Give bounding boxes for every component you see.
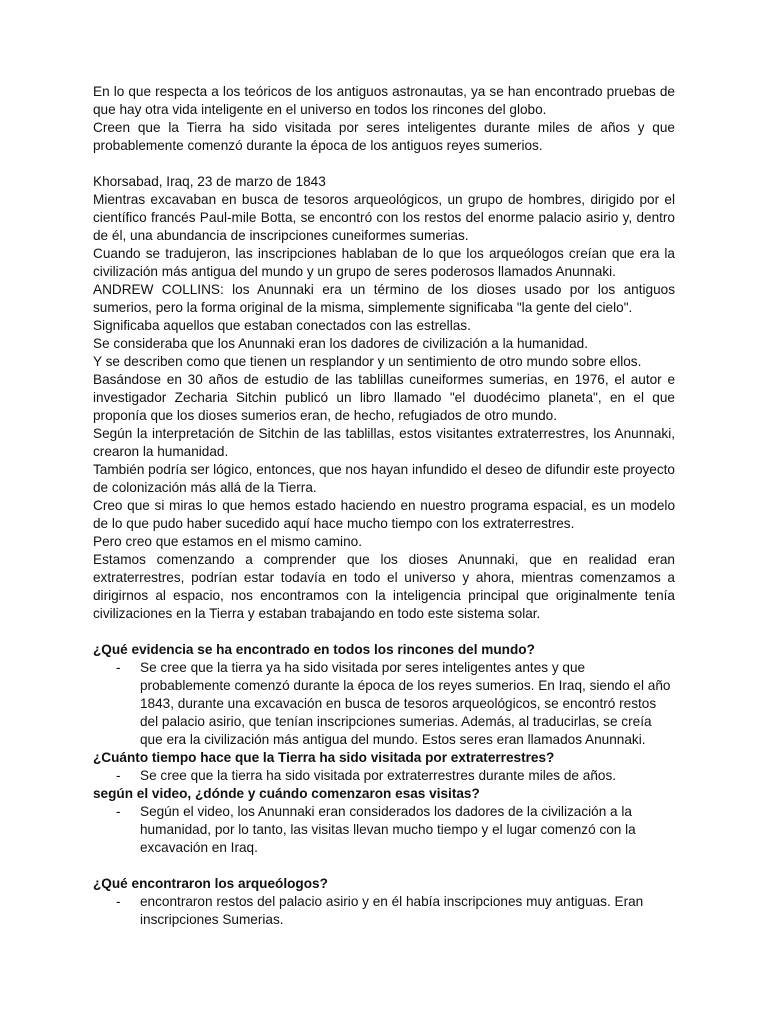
intro-paragraph-1: En lo que respecta a los teóricos de los antiguos astronautas, ya se han encontrado pruebas de que hay otra vida inteligente en el universo en todos los rincones del globo. (93, 84, 675, 117)
body-paragraph-sitchin: Basándose en 30 años de estudio de las tablillas cuneiformes sumerias, en 1976, el autor e investigador Zecharia Sitchin publicó un libro llamado "el duodécimo planeta", en el que proponía que los dioses sumerios eran, de hecho, refugiados de otro mundo. (93, 372, 675, 423)
question-3: según el video, ¿dónde y cuándo comenzaron esas visitas? (93, 786, 480, 801)
answer-2-text: Se cree que la tierra ha sido visitada por extraterrestres durante miles de años. (140, 768, 617, 783)
answer-3-text: Según el video, los Anunnaki eran considerados los dadores de la civilización a la humanidad, por lo tanto, las visitas llevan mucho tiempo y el lugar comenzó con la excavación en Iraq. (140, 804, 636, 855)
answer-4-text: encontraron restos del palacio asirio y en él había inscripciones muy antiguas. Eran inscripciones Sumerias. (140, 894, 644, 927)
document-page (93, 83, 675, 929)
body-paragraph-stars: Significaba aquellos que estaban conectados con las estrellas. (93, 318, 471, 333)
body-paragraph-glow: Y se describen como que tienen un resplandor y un sentimiento de otro mundo sobre ellos. (93, 354, 642, 369)
body-paragraph-interpretation: Según la interpretación de Sitchin de las tablillas, estos visitantes extraterrestres, los Anunnaki, crearon la humanidad. (93, 426, 675, 459)
question-4: ¿Qué encontraron los arqueólogos? (93, 876, 328, 891)
answer-2 (93, 767, 675, 785)
bullet-dash: - (116, 894, 121, 909)
body-paragraph-understanding: Estamos comenzando a comprender que los dioses Anunnaki, que en realidad eran extraterrestres, podrían estar todavía en todo el universo y ahora, mientras comenzamos a dirigirnos al espacio, nos encontramos con la inteligencia principal que originalmente tenía civilizaciones en la Tierra y estaban trabajando en todo este sistema solar. (93, 552, 675, 621)
answer-1 (93, 659, 675, 749)
body-paragraph-space-program: Creo que si miras lo que hemos estado haciendo en nuestro programa espacial, es un modelo de lo que pudo haber sucedido aquí hace mucho tiempo con los extraterrestres. (93, 498, 675, 531)
question-1: ¿Qué evidencia se ha encontrado en todos los rincones del mundo? (93, 642, 535, 657)
answer-3 (93, 803, 675, 857)
body-paragraph-excavation: Mientras excavaban en busca de tesoros arqueológicos, un grupo de hombres, dirigido por el científico francés Paul-mile Botta, se encontró con los restos del enorme palacio asirio y, dentro de él, una abundancia de inscripciones cuneiformes sumerias. (93, 192, 675, 243)
answer-4 (93, 893, 675, 929)
body-paragraph-givers: Se consideraba que los Anunnaki eran los dadores de civilización a la humanidad. (93, 336, 588, 351)
body-paragraph-colonization: También podría ser lógico, entonces, que nos hayan infundido el deseo de difundir este proyecto de colonización más allá de la Tierra. (93, 462, 675, 495)
bullet-dash: - (116, 804, 121, 819)
bullet-dash: - (116, 660, 121, 675)
body-paragraph-translation: Cuando se tradujeron, las inscripciones hablaban de lo que los arqueólogos creían que era la civilización más antigua del mundo y un grupo de seres poderosos llamados Anunnaki. (93, 246, 675, 279)
answer-1-text: Se cree que la tierra ya ha sido visitada por seres inteligentes antes y que probablemente comenzó durante la época de los reyes sumerios. En Iraq, siendo el año 1843, durante una excavación en busca de tesoros arqueológicos, se encontró restos del palacio asirio, que tenían inscripciones sumerias. Además, al traducirlas, se creía que era la civilización más antigua del mundo. Estos seres eran llamados Anunnaki. (140, 660, 671, 747)
blank-line (93, 623, 675, 641)
intro-paragraph-2: Creen que la Tierra ha sido visitada por seres inteligentes durante miles de años y que probablemente comenzó durante la época de los antiguos reyes sumerios. (93, 120, 675, 153)
question-2: ¿Cuánto tiempo hace que la Tierra ha sido visitada por extraterrestres? (93, 750, 555, 765)
dateline: Khorsabad, Iraq, 23 de marzo de 1843 (93, 174, 326, 189)
body-paragraph-same-path: Pero creo que estamos en el mismo camino. (93, 534, 362, 549)
blank-line (93, 155, 675, 173)
body-paragraph-collins: ANDREW COLLINS: los Anunnaki era un término de los dioses usado por los antiguos sumerios, pero la forma original de la misma, simplemente significaba "la gente del cielo". (93, 282, 675, 315)
bullet-dash: - (116, 768, 121, 783)
blank-line (93, 857, 675, 875)
